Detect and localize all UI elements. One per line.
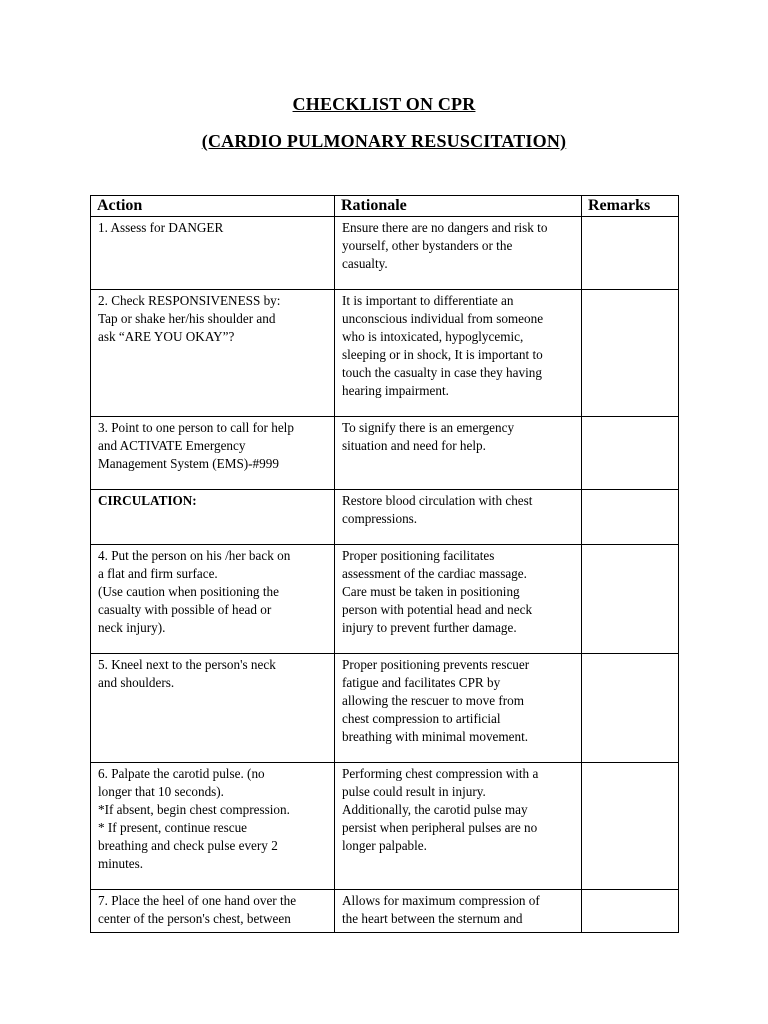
table-row <box>91 890 679 933</box>
rationale-cell: It is important to differentiate an unconscious individual from someone who is intoxicated, hypoglycemic, sleeping or in shock, It is important to touch the casualty in case they having hearing impairment. <box>335 290 582 417</box>
rationale-cell: Allows for maximum compression of the heart between the sternum and <box>335 890 582 933</box>
cpr-checklist-table <box>90 195 679 933</box>
rationale-cell: To signify there is an emergency situation and need for help. <box>335 417 582 490</box>
action-cell: 1. Assess for DANGER <box>91 217 335 290</box>
remarks-cell <box>582 890 679 933</box>
document-title: CHECKLIST ON CPR <box>292 94 476 114</box>
remarks-cell <box>582 290 679 417</box>
rationale-cell: Restore blood circulation with chest compressions. <box>335 490 582 545</box>
table-row <box>91 290 679 417</box>
column-header-remarks: Remarks <box>582 196 679 217</box>
document-subtitle: (CARDIO PULMONARY RESUSCITATION) <box>201 131 567 151</box>
rationale-cell: Ensure there are no dangers and risk to yourself, other bystanders or the casualty. <box>335 217 582 290</box>
column-header-rationale: Rationale <box>335 196 582 217</box>
rationale-cell: Proper positioning prevents rescuer fatigue and facilitates CPR by allowing the rescuer to move from chest compression to artificial breathing with minimal movement. <box>335 654 582 763</box>
remarks-cell <box>582 654 679 763</box>
table-row-section-circulation <box>91 490 679 545</box>
action-cell: 5. Kneel next to the person's neck and shoulders. <box>91 654 335 763</box>
rationale-cell: Proper positioning facilitates assessment of the cardiac massage. Care must be taken in positioning person with potential head and neck injury to prevent further damage. <box>335 545 582 654</box>
table-row <box>91 417 679 490</box>
action-cell: 3. Point to one person to call for help and ACTIVATE Emergency Management System (EMS)-#999 <box>91 417 335 490</box>
action-cell: 6. Palpate the carotid pulse. (no longer that 10 seconds). *If absent, begin chest compression. * If present, continue rescue breathing and check pulse every 2 minutes. <box>91 763 335 890</box>
remarks-cell <box>582 763 679 890</box>
table-row <box>91 217 679 290</box>
action-cell: 2. Check RESPONSIVENESS by: Tap or shake her/his shoulder and ask “ARE YOU OKAY”? <box>91 290 335 417</box>
table-row <box>91 654 679 763</box>
action-cell: 4. Put the person on his /her back on a flat and firm surface. (Use caution when positioning the casualty with possible of head or neck injury). <box>91 545 335 654</box>
rationale-cell: Performing chest compression with a pulse could result in injury. Additionally, the carotid pulse may persist when peripheral pulses are no longer palpable. <box>335 763 582 890</box>
column-header-action: Action <box>91 196 335 217</box>
table-row <box>91 763 679 890</box>
table-header-row <box>91 196 679 217</box>
remarks-cell <box>582 217 679 290</box>
table-row <box>91 545 679 654</box>
section-label: CIRCULATION: <box>91 490 335 545</box>
remarks-cell <box>582 545 679 654</box>
remarks-cell <box>582 417 679 490</box>
remarks-cell <box>582 490 679 545</box>
action-cell: 7. Place the heel of one hand over the center of the person's chest, between <box>91 890 335 933</box>
